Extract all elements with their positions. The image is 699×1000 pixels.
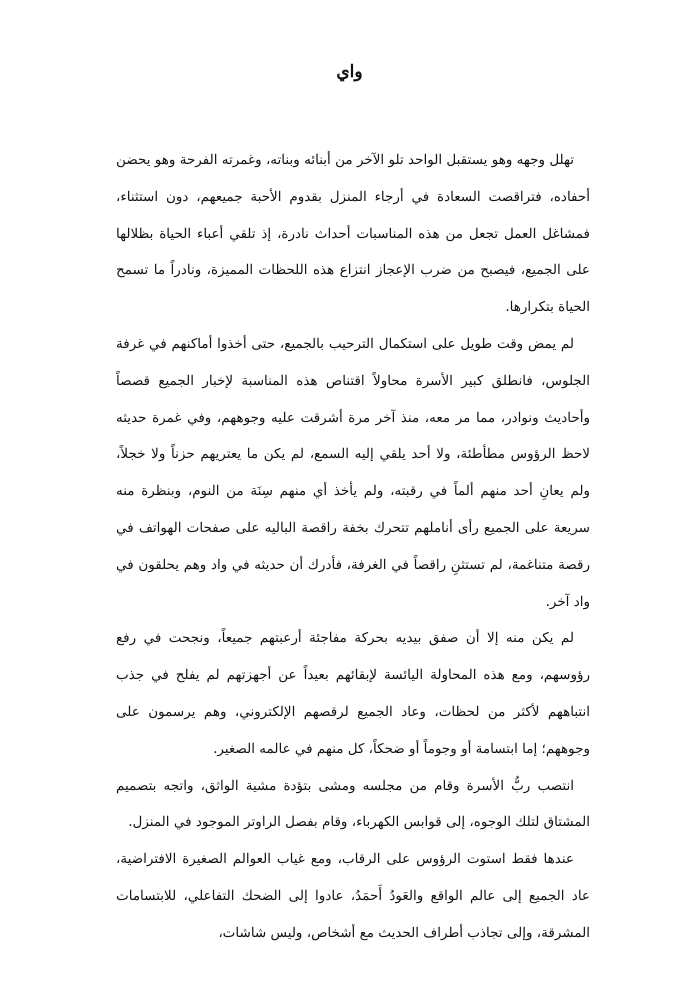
document-body xyxy=(116,142,590,952)
paragraph-4: انتصب ربُّ الأسرة وقام من مجلسه ومشى بتؤدة مشية الواثق، واتجه بتصميم المشتاق لتلك الوجوه، إلى قوابس الكهرباء، وقام بفصل الراوتر الموجود في المنزل. xyxy=(116,777,590,831)
paragraph-2: لم يمض وقت طويل على استكمال الترحيب بالجميع، حتى أخذوا أماكنهم في غرفة الجلوس، فانطلق كبير الأسرة محاولاً اقتناص هذه المناسبة لإخبار الجميع قصصاً وأحاديث ونوادر، مما مر معه، منذ آخر مرة أشرقت عليه وجوههم، وفي غمرة حديثه لاحظ الرؤوس مطأطئة، ولا أحد يلقي إليه السمع، لم يكن ما يعتريهم حزناً ولا خجلاً، ولم يعانِ أحد منهم ألماً في رقبته، ولم يأخذ أي منهم سِنَة من النوم، وبنظرة منه سريعة على الجميع رأى أناملهم تتحرك بخفة راقصة الباليه على صفحات الهواتف في رقصة متناغمة، لم تستثنِ راقصاً في الغرفة، فأدرك أن حديثه في واد وهم يحلقون في واد آخر. xyxy=(116,335,590,610)
paragraph-5: عندها فقط استوت الرؤوس على الرقاب، ومع غياب العوالم الصغيرة الافتراضية، عاد الجميع إلى عالم الواقع والعَودُ أَحمَدُ، عادوا إلى الضحك التفاعلي، للابتسامات المشرقة، وإلى تجاذب أطراف الحديث مع أشخاص، وليس شاشات، xyxy=(116,851,590,941)
paragraph-1: تهلل وجهه وهو يستقبل الواحد تلو الآخر من أبنائه وبناته، وغمرته الفرحة وهو يحضن أحفاده، فتراقصت السعادة في أرجاء المنزل بقدوم الأحبة جميعهم، دون استثناء، فمشاغل العمل تجعل من هذه المناسبات أحداث نادرة، إذ تلقي أعباء الحياة بظلالها على الجميع، فيصبح من ضرب الإعجاز انتزاع هذه اللحظات المميزة، ونادراً ما تسمح الحياة بتكرارها. xyxy=(116,152,590,316)
paragraph-3: لم يكن منه إلا أن صفق بيديه بحركة مفاجئة أرعبتهم جميعاً، ونجحت في رفع رؤوسهم، ومع هذه المحاولة اليائسة لإبقائهم بعيداً عن أجهزتهم لم يفلح في جذب انتباههم لأكثر من لحظات، وعاد الجميع لرقصهم الإلكتروني، وهم يرسمون على وجوههم؛ إما ابتسامة أو وجوماً أو ضحكاً، كل منهم في عالمه الصغير. xyxy=(116,630,590,757)
document-title: واي xyxy=(336,62,363,82)
